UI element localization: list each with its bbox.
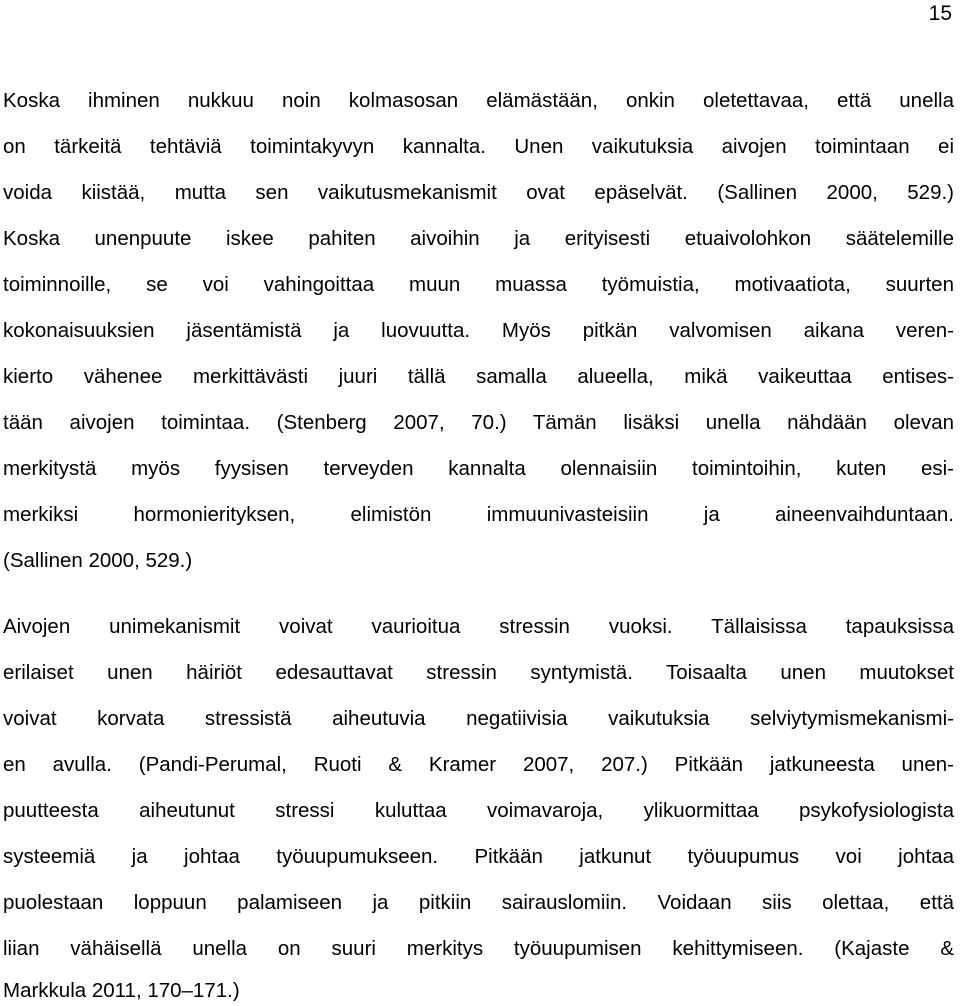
text-line: erilaiset unen häiriöt edesauttavat stressin syntymistä. Toisaalta unen muutokset [3,661,954,684]
text-line: puolestaan loppuun palamiseen ja pitkiin sairauslomiin. Voidaan siis olettaa, että [3,891,954,914]
text-line: Aivojen unimekanismit voivat vaurioitua stressin vuoksi. Tällaisissa tapauksissa [3,615,954,638]
text-line: (Sallinen 2000, 529.) [3,549,193,572]
text-line: Markkula 2011, 170–171.) [3,979,240,1002]
text-line: merkiksi hormonierityksen, elimistön immuunivasteisiin ja aineenvaihduntaan. [3,503,954,526]
text-line: voivat korvata stressistä aiheutuvia negatiivisia vaikutuksia selviytymismekanismi- [3,707,954,730]
text-line: merkitystä myös fyysisen terveyden kannalta olennaisiin toimintoihin, kuten esi- [3,457,954,480]
text-line: on tärkeitä tehtäviä toimintakyvyn kannalta. Unen vaikutuksia aivojen toimintaan ei [3,135,954,158]
text-line: toiminnoille, se voi vahingoittaa muun muassa työmuistia, motivaatiota, suurten [3,273,954,296]
page-number: 15 [928,2,952,25]
text-line: kokonaisuuksien jäsentämistä ja luovuutta. Myös pitkän valvomisen aikana veren- [3,319,954,342]
text-line: puutteesta aiheutunut stressi kuluttaa voimavaroja, ylikuormittaa psykofysiologista [3,799,954,822]
text-line: Koska unenpuute iskee pahiten aivoihin ja erityisesti etuaivolohkon säätelemille [3,227,954,250]
text-line: liian vähäisellä unella on suuri merkitys työuupumisen kehittymiseen. (Kajaste & [3,937,954,960]
text-line: kierto vähenee merkittävästi juuri tällä samalla alueella, mikä vaikeuttaa entises- [3,365,954,388]
text-line: tään aivojen toimintaa. (Stenberg 2007, 70.) Tämän lisäksi unella nähdään olevan [3,411,954,434]
text-line: voida kiistää, mutta sen vaikutusmekanismit ovat epäselvät. (Sallinen 2000, 529.) [3,181,954,204]
text-line: systeemiä ja johtaa työuupumukseen. Pitkään jatkunut työuupumus voi johtaa [3,845,954,868]
text-line: Koska ihminen nukkuu noin kolmasosan elämästään, onkin oletettavaa, että unella [3,89,954,112]
text-line: en avulla. (Pandi-Perumal, Ruoti & Kramer 2007, 207.) Pitkään jatkuneesta unen- [3,753,954,776]
